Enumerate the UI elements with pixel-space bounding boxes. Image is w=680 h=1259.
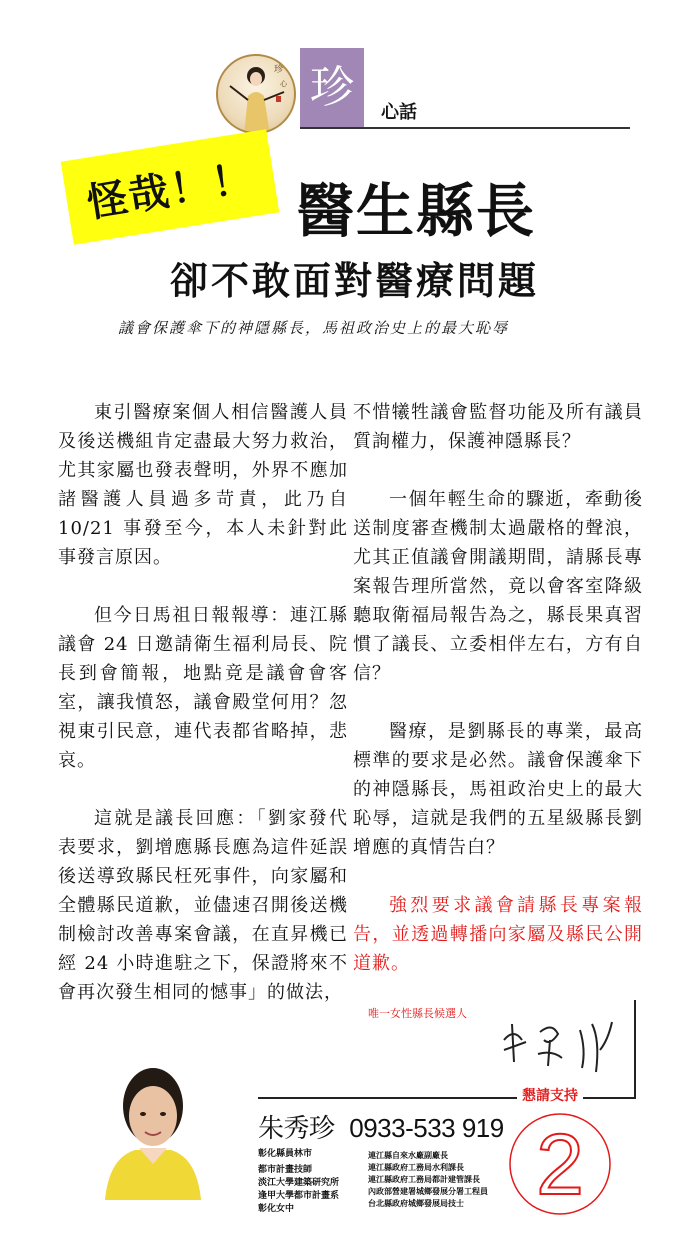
list-item: 台北縣政府城鄉發展局技士 — [368, 1199, 464, 1208]
signature — [500, 1010, 620, 1084]
candidate-residence: 彰化縣員林市 — [258, 1149, 313, 1159]
education-list — [258, 1164, 339, 1216]
list-item: 彰化女中 — [258, 1204, 295, 1214]
list-item: 逢甲大學都市計畫系 — [258, 1191, 340, 1201]
paragraph: 一個年輕生命的驟逝，牽動後送制度審查機制太過嚴格的聲浪，尤其正值議會開議期間，請縣長專案報告理所當然，竟以會客室降級聽取衛福局報告為之，縣長果真習慣了議長、立委相伴左右，方有自信？ — [353, 489, 643, 684]
demand-paragraph: 強烈要求議會請縣長專案報告，並透過轉播向家屬及縣民公開道歉。 — [353, 895, 643, 974]
exclaim-banner — [61, 129, 280, 245]
calligraphy-woman-portrait-icon — [216, 54, 296, 134]
list-item: 內政部營建署城鄉發展分署工程員 — [368, 1187, 488, 1196]
headline: 醫生縣長 — [296, 177, 537, 245]
list-item: 連江縣政府工務局都計建管課長 — [368, 1175, 480, 1184]
ballot-number-badge — [504, 1108, 616, 1224]
tagline: 議會保護傘下的神隱縣長，馬祖政治史上的最大恥辱 — [118, 319, 510, 337]
candidate-note: 唯一女性縣長候選人 — [368, 1007, 467, 1020]
career-list — [368, 1150, 488, 1210]
zhen-char-box: 珍 — [300, 48, 364, 127]
list-item: 連江縣政府工務局水利課長 — [368, 1163, 464, 1172]
footer-rule-vertical — [634, 1000, 636, 1098]
candidate-contact — [258, 1108, 504, 1145]
ballot-number: 2 — [536, 1117, 584, 1213]
exclaim-text: 怪哉！！ — [83, 154, 258, 227]
candidate-portrait-icon — [95, 1040, 211, 1200]
column-name: 心話 — [381, 102, 417, 123]
candidate-name: 朱秀珍 — [258, 1113, 335, 1143]
svg-text:珍: 珍 — [274, 65, 284, 75]
candidate-phone: 0933-533 919 — [349, 1113, 504, 1143]
paragraph: 東引醫療案個人相信醫護人員及後送機組肯定盡最大努力救治，尤其家屬也發表聲明，外界不應加諸醫護人員過多苛責，此乃自10/21 事發至今，本人未針對此事發言原因。 — [58, 402, 348, 568]
list-item: 都市計畫技師 — [258, 1165, 313, 1175]
support-label: 懇請支持 — [517, 1085, 583, 1105]
body-column-right — [353, 398, 643, 1007]
body-column-left — [58, 398, 348, 1036]
svg-text:心: 心 — [280, 80, 287, 88]
paragraph: 不惜犧牲議會監督功能及所有議員質詢權力，保護神隱縣長？ — [353, 402, 643, 452]
paragraph: 這就是議長回應：「劉家發代表要求，劉增應縣長應為這件延誤後送導致縣民枉死事件，向家屬和全體縣民道歉，並儘速召開後送機制檢討改善專案會議，在直昇機已經 24 小時進駐之下，保證將來不會再次發生相同的憾事」的做法， — [58, 808, 348, 1003]
list-item: 淡江大學建築研究所 — [258, 1178, 340, 1188]
subheadline: 卻不敢面對醫療問題 — [170, 259, 540, 303]
list-item: 連江縣自來水廠副廠長 — [368, 1151, 448, 1160]
header-rule — [300, 127, 630, 129]
paragraph: 醫療，是劉縣長的專業，最高標準的要求是必然。議會保護傘下的神隱縣長，馬祖政治史上的最大恥辱，這就是我們的五星級縣長劉增應的真情告白？ — [353, 721, 643, 858]
paragraph: 但今日馬祖日報報導：連江縣議會 24 日邀請衛生福利局長、院長到會簡報，地點竟是議會會客室，讓我憤怒，議會殿堂何用？忽視東引民意，連代表都省略掉，悲哀。 — [58, 605, 348, 771]
